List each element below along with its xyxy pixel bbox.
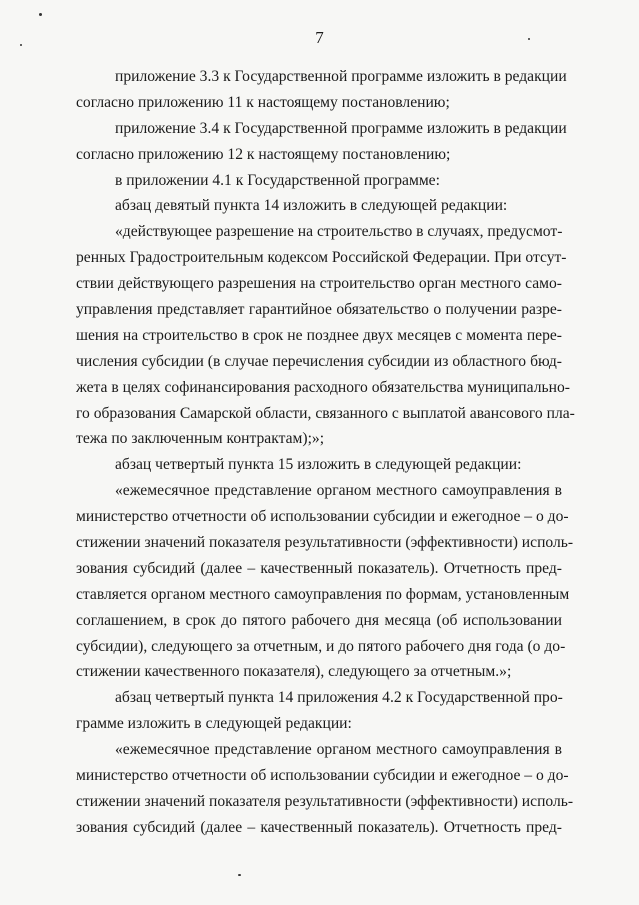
text-line: числения субсидии (в случае перечисления субсидии из областного бюд- xyxy=(76,352,562,370)
text-line: согласно приложению 12 к настоящему постановлению; xyxy=(76,145,451,163)
text-line: грамме изложить в следующей редакции: xyxy=(76,715,352,733)
text-line: стижении значений показателя результативности (эффективности) исполь- xyxy=(76,792,574,810)
text-line: согласно приложению 11 к настоящему постановлению; xyxy=(76,93,450,111)
text-line: приложение 3.4 к Государственной программе изложить в редакции xyxy=(115,119,567,137)
scan-speck xyxy=(39,13,42,16)
text-line: ставляется органом местного самоуправления по формам, установленным xyxy=(76,585,570,603)
scan-speck xyxy=(238,874,241,876)
text-line: соглашением, в срок до пятого рабочего дня месяца (об использовании xyxy=(76,611,562,629)
text-line: тежа по заключенным контрактам);»; xyxy=(76,430,325,448)
text-line: ствии действующего разрешения на строительство орган местного само- xyxy=(76,275,562,293)
text-line: абзац девятый пункта 14 изложить в следующей редакции: xyxy=(115,197,508,215)
text-line: стижении значений показателя результативности (эффективности) исполь- xyxy=(76,534,574,552)
text-line: ренных Градостроительным кодексом Российской Федерации. При отсут- xyxy=(76,249,567,267)
text-line: управления представляет гарантийное обязательство о получении разре- xyxy=(76,301,562,319)
page-number: 7 xyxy=(315,28,324,47)
text-line: министерство отчетности об использовании субсидии и ежегодное – о до- xyxy=(76,508,569,526)
text-line: стижении качественного показателя), следующего за отчетным.»; xyxy=(76,663,512,681)
text-line: приложение 3.3 к Государственной программе изложить в редакции xyxy=(115,68,567,85)
text-line: жета в целях софинансирования расходного обязательства муниципально- xyxy=(76,378,570,396)
text-line: зования субсидий (далее – качественный показатель). Отчетность пред- xyxy=(76,818,562,836)
text-line: шения на строительство в срок не позднее двух месяцев с момента пере- xyxy=(76,326,562,344)
text-line: субсидии), следующего за отчетным, и до пятого рабочего дня года (о до- xyxy=(76,637,566,655)
text-line: го образования Самарской области, связанного с выплатой авансового пла- xyxy=(76,404,575,422)
body-text xyxy=(76,64,575,841)
text-line: «ежемесячное представление органом местного самоуправления в xyxy=(115,741,562,759)
text-line: абзац четвертый пункта 15 изложить в следующей редакции: xyxy=(115,456,522,474)
text-line: министерство отчетности об использовании субсидии и ежегодное – о до- xyxy=(76,767,569,785)
text-line: зования субсидий (далее – качественный показатель). Отчетность пред- xyxy=(76,559,562,577)
text-line: «действующее разрешение на строительство в случаях, предусмот- xyxy=(115,223,563,241)
text-line: абзац четвертый пункта 14 приложения 4.2 к Государственной про- xyxy=(115,689,563,707)
text-line: в приложении 4.1 к Государственной программе: xyxy=(115,171,440,189)
text-line: «ежемесячное представление органом местного самоуправления в xyxy=(115,482,562,500)
